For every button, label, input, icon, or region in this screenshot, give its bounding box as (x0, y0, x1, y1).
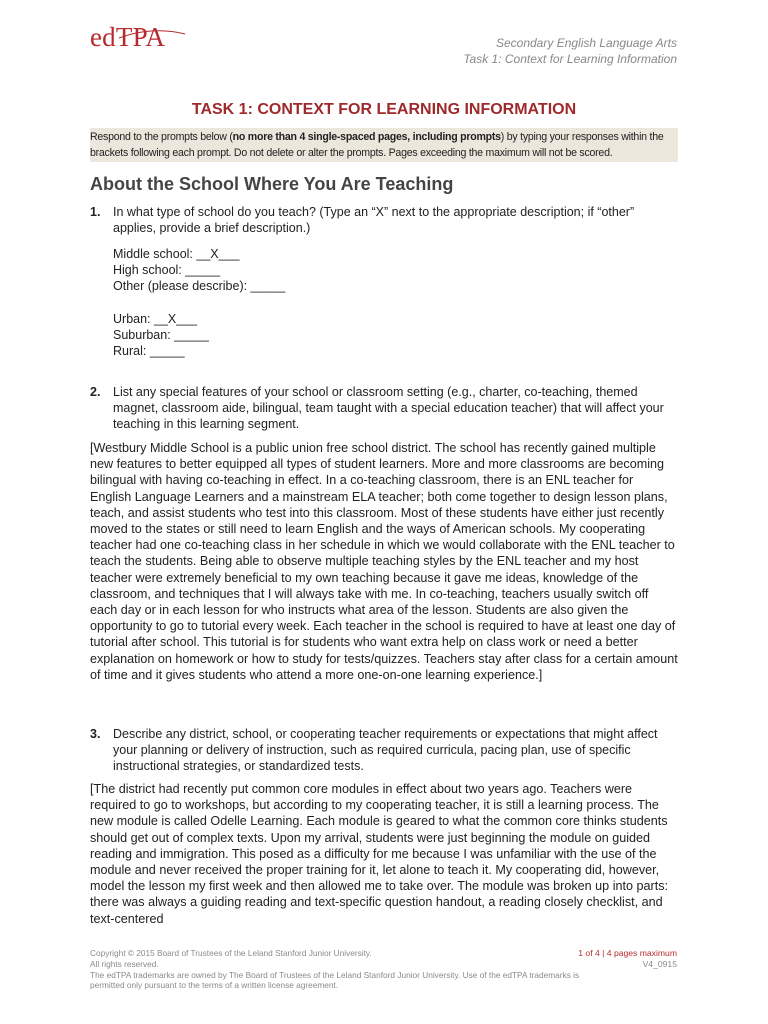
option-middle-school[interactable]: Middle school: __X___ (113, 247, 240, 261)
option-suburban[interactable]: Suburban: _____ (113, 328, 209, 342)
response-2[interactable]: [Westbury Middle School is a public union free school district. The school has recently gained multiple new features to better equipped all types of student learners. More and more classrooms are becoming bilingual with having co-teaching in effect. In a co-teaching classroom, there is an ENL teacher for English Language Learners and a mainstream ELA teacher; both come together to design lesson plans, teach, and assist students who test into this classroom. Most of these students have either just recently moved to the states or still need to learn English and the ways of American schools. My cooperating teacher had one co-teaching class in her schedule in which we would collaborate with the ENL teacher to teach the students. Being able to observe multiple teaching styles by the ENL teacher and my host teacher were extremely beneficial to my own teaching because it gave me ideas, knowledge of the classroom, and techniques that I will always take with me. In co-teaching, teachers usually switch off each day or in each lesson for who instructs what area of the lesson. Students are also given the opportunity to go to tutorial every week. Each teacher in the school is required to have at least one day of tutorial after school. This tutorial is for students who want extra help on class work or need a better explanation on homework or how to study for tests/quizzes. Teachers stay after class for a certain amount of time and it gives students who attend a more one-on-one learning experience.] (90, 441, 678, 682)
question-text: List any special features of your school or classroom setting (e.g., charter, co-teaching, themed magnet, classroom aide, bilingual, team taught with a special education teacher) that will affect your teaching in this learning segment. (113, 385, 664, 431)
option-other[interactable]: Other (please describe): _____ (113, 279, 286, 293)
edtpa-logo: edTPA (90, 22, 166, 52)
document-header (463, 35, 677, 67)
question-text: In what type of school do you teach? (Type an “X” next to the appropriate description; if “other” applies, provide a brief description.) (113, 205, 635, 235)
option-rural[interactable]: Rural: _____ (113, 344, 185, 358)
page-indicator: 1 of 4 | 4 pages maximum (578, 948, 677, 958)
question-number: 3. (90, 727, 101, 741)
task-title: TASK 1: CONTEXT FOR LEARNING INFORMATION (191, 101, 577, 118)
question-number: 1. (90, 205, 101, 219)
question-number: 2. (90, 385, 101, 399)
question-1 (90, 204, 678, 236)
instructions-bold: no more than 4 single-spaced pages, including prompts (232, 131, 501, 143)
rights-text: All rights reserved. (90, 958, 159, 969)
footer-page-info (578, 948, 677, 970)
instructions-box (90, 128, 678, 162)
copyright-text: Copyright © 2015 Board of Trustees of the Leland Stanford Junior University. (90, 948, 372, 958)
response-3[interactable]: [The district had recently put common core modules in effect about two years ago. Teachers were required to go to workshops, but according to my cooperating teacher, it is still a learning process. The new module is called Odelle Learning. Each module is geared to what the common core thinks students should get out of complex texts. Upon my arrival, students were just beginning the module on guided reading and immigration. This posed as a difficulty for me because I was unfamiliar with the use of the module and never received the proper training for it, let alone to teach it. My cooperating did, however, model the lesson my first week and then allowed me to take over. The module was broken up into parts: there was always a guiding reading and text-specific question handout, a reading closely checklist, and text-centered (90, 782, 668, 926)
footer-legal (90, 948, 610, 991)
task-label: Task 1: Context for Learning Information (463, 52, 677, 66)
question-3 (90, 726, 678, 774)
instructions-text-2: ) by typing your responses within the brackets following each prompt. Do not delete or alter the prompts. Pages exceeding the maximum will not be scored. (90, 131, 664, 159)
question-2 (90, 384, 678, 432)
option-high-school[interactable]: High school: _____ (113, 263, 221, 277)
option-urban[interactable]: Urban: __X___ (113, 312, 198, 326)
logo-swoosh-icon (117, 28, 187, 42)
version-label: V4_0915 (642, 958, 677, 969)
instructions-text-1: Respond to the prompts below ( (90, 131, 233, 143)
question-text: Describe any district, school, or cooperating teacher requirements or expectations that might affect your planning or delivery of instruction, such as required curricula, pacing plan, use of specific instructional strategies, or standardized tests. (113, 727, 658, 773)
trademark-text: The edTPA trademarks are owned by The Board of Trustees of the Leland Stanford Junior University. Use of the edTPA trademarks is permitted only pursuant to the terms of a written license agreement. (90, 969, 580, 991)
subject-label: Secondary English Language Arts (495, 36, 677, 50)
section-title: About the School Where You Are Teaching (90, 174, 454, 194)
